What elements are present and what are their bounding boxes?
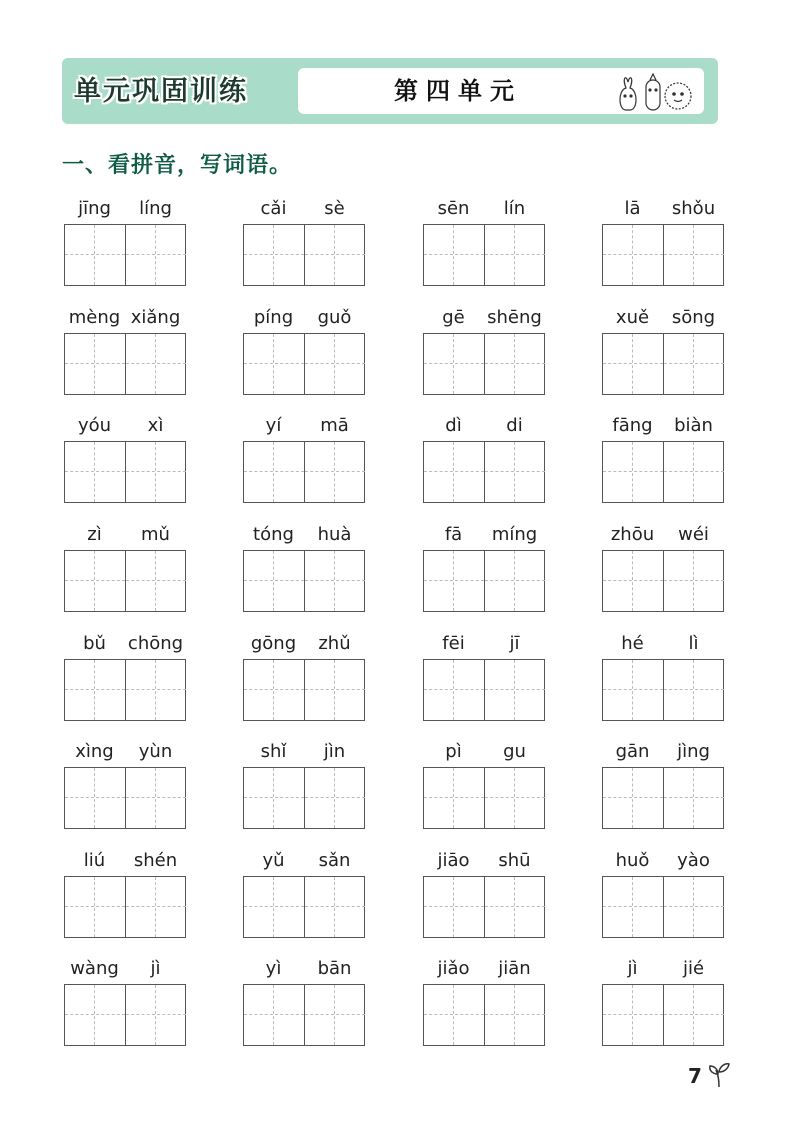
character-box[interactable] [244,334,304,394]
character-box[interactable] [125,877,186,937]
pinyin-syllable: jìng [677,741,710,762]
character-box[interactable] [663,768,724,828]
character-box[interactable] [484,877,545,937]
pinyin-syllable: sōng [671,307,716,328]
character-box[interactable] [603,225,663,285]
character-box[interactable] [663,442,724,502]
pinyin-syllable: jiān [498,958,531,979]
character-box[interactable] [125,551,186,611]
writing-grid [423,659,545,721]
word-cell [423,198,545,298]
character-box[interactable] [304,551,365,611]
word-cell [243,307,365,407]
writing-grid [64,441,186,503]
writing-grid [64,767,186,829]
character-box[interactable] [65,768,125,828]
writing-grid [602,224,724,286]
pinyin-syllable: jì [627,958,638,979]
character-box[interactable] [304,442,365,502]
character-box[interactable] [663,551,724,611]
pinyin-syllable: xiǎng [130,307,181,328]
character-box[interactable] [424,877,484,937]
pinyin-syllable: mā [320,415,349,436]
character-box[interactable] [244,225,304,285]
pinyin-syllable: di [506,415,523,436]
character-box[interactable] [304,334,365,394]
character-box[interactable] [65,442,125,502]
pinyin-syllable: gē [442,307,465,328]
character-box[interactable] [424,551,484,611]
word-cell [602,415,724,515]
character-box[interactable] [603,768,663,828]
pinyin-syllable: píng [253,307,294,328]
pinyin-syllable: biàn [674,415,713,436]
pinyin-syllable: líng [139,198,172,219]
pinyin-syllable: jì [150,958,161,979]
writing-grid [602,333,724,395]
character-box[interactable] [484,442,545,502]
character-box[interactable] [484,334,545,394]
writing-grid [423,984,545,1046]
character-box[interactable] [663,985,724,1045]
writing-grid [423,224,545,286]
character-box[interactable] [424,225,484,285]
pinyin-syllable: huà [317,524,352,545]
writing-grid [602,876,724,938]
character-box[interactable] [603,551,663,611]
pinyin-syllable: fāng [612,415,653,436]
character-box[interactable] [484,225,545,285]
character-box[interactable] [244,985,304,1045]
word-cell [423,958,545,1058]
character-box[interactable] [65,551,125,611]
character-box[interactable] [125,660,186,720]
word-cell [243,198,365,298]
writing-grid [423,441,545,503]
character-box[interactable] [424,334,484,394]
character-box[interactable] [244,877,304,937]
writing-grid [602,659,724,721]
character-box[interactable] [244,442,304,502]
character-box[interactable] [484,660,545,720]
writing-grid [602,441,724,503]
pinyin-syllable: tóng [253,524,294,545]
word-cell [64,958,186,1058]
pinyin-syllable: shǒu [671,198,716,219]
pinyin-syllable: cǎi [260,198,287,219]
pinyin-syllable: yùn [138,741,173,762]
pinyin-syllable: mǔ [141,524,170,545]
character-box[interactable] [424,768,484,828]
pinyin-syllable: wàng [70,958,119,979]
pinyin-syllable: wéi [678,524,709,545]
writing-grid [243,659,365,721]
word-cell [243,958,365,1058]
pinyin-syllable: bān [317,958,352,979]
pinyin-syllable: liú [83,850,106,871]
character-box[interactable] [603,442,663,502]
word-cell [423,415,545,515]
pinyin-syllable: pì [445,741,462,762]
pinyin-syllable: huǒ [615,850,650,871]
word-cell [602,850,724,950]
character-box[interactable] [65,877,125,937]
pinyin-syllable: zì [87,524,102,545]
writing-grid [602,767,724,829]
character-box[interactable] [125,442,186,502]
pinyin-syllable: lì [688,633,699,654]
writing-grid [423,333,545,395]
character-box[interactable] [304,660,365,720]
writing-grid [64,659,186,721]
section-title: 一、看拼音，写词语。 [62,153,293,178]
pinyin-syllable: sè [324,198,345,219]
pinyin-syllable: jī [509,633,520,654]
character-box[interactable] [663,877,724,937]
character-box[interactable] [304,877,365,937]
word-cell [64,524,186,624]
word-cell [64,415,186,515]
character-box[interactable] [65,985,125,1045]
sprout-icon [706,1060,732,1088]
writing-grid [64,876,186,938]
word-cell [243,850,365,950]
writing-grid [243,767,365,829]
word-cell [243,524,365,624]
pinyin-syllable: jiāo [437,850,470,871]
word-cell [602,198,724,298]
word-cell [602,307,724,407]
pinyin-syllable: hé [621,633,644,654]
word-cell [243,415,365,515]
pinyin-syllable: yào [677,850,710,871]
word-cell [243,633,365,733]
writing-grid [423,876,545,938]
writing-grid [64,224,186,286]
character-box[interactable] [663,334,724,394]
word-cell [602,958,724,1058]
character-box[interactable] [484,985,545,1045]
word-cell [243,741,365,841]
header-label: 单元巩固训练 [74,76,248,107]
character-box[interactable] [304,768,365,828]
writing-grid [243,441,365,503]
pinyin-syllable: yí [265,415,282,436]
word-cell [423,850,545,950]
character-box[interactable] [484,551,545,611]
pinyin-syllable: jiǎo [437,958,470,979]
character-box[interactable] [663,660,724,720]
character-box[interactable] [603,985,663,1045]
pinyin-syllable: dì [445,415,462,436]
word-cell [423,633,545,733]
pinyin-syllable: gōng [250,633,297,654]
word-cell [602,633,724,733]
character-box[interactable] [244,660,304,720]
word-cell [64,633,186,733]
character-box[interactable] [304,225,365,285]
writing-grid [243,876,365,938]
pinyin-syllable: jīng [78,198,111,219]
pinyin-syllable: fā [444,524,463,545]
pinyin-syllable: mèng [68,307,121,328]
pinyin-syllable: sēn [437,198,470,219]
character-box[interactable] [663,225,724,285]
character-box[interactable] [424,660,484,720]
pinyin-syllable: yì [265,958,282,979]
pinyin-syllable: sǎn [318,850,351,871]
pinyin-syllable: lā [624,198,641,219]
word-cell [64,850,186,950]
character-box[interactable] [125,225,186,285]
character-box[interactable] [65,225,125,285]
pinyin-syllable: jié [682,958,705,979]
pinyin-syllable: chōng [127,633,184,654]
pinyin-syllable: shēng [487,307,542,328]
writing-grid [243,550,365,612]
word-cell [64,198,186,298]
pinyin-syllable: shén [133,850,178,871]
character-box[interactable] [125,985,186,1045]
page-number: 7 [688,1064,702,1088]
writing-grid [243,224,365,286]
writing-grid [64,984,186,1046]
writing-grid [243,984,365,1046]
character-box[interactable] [125,334,186,394]
pinyin-syllable: míng [491,524,538,545]
page-title: 第四单元 [394,77,522,105]
word-cell [64,307,186,407]
pinyin-syllable: gu [503,741,526,762]
pinyin-syllable: jìn [323,741,346,762]
pinyin-syllable: yóu [77,415,112,436]
pinyin-syllable: xìng [75,741,114,762]
pinyin-syllable: lín [503,198,526,219]
word-cell [602,524,724,624]
pinyin-syllable: guǒ [317,307,352,328]
writing-grid [423,767,545,829]
character-box[interactable] [244,768,304,828]
pinyin-syllable: fēi [442,633,465,654]
character-box[interactable] [244,551,304,611]
character-box[interactable] [424,985,484,1045]
pinyin-syllable: gān [615,741,650,762]
writing-grid [64,333,186,395]
character-box[interactable] [484,768,545,828]
character-box[interactable] [424,442,484,502]
pinyin-syllable: xì [147,415,164,436]
pinyin-syllable: bǔ [83,633,106,654]
writing-grid [602,550,724,612]
word-cell [423,307,545,407]
writing-grid [243,333,365,395]
pinyin-syllable: zhǔ [318,633,351,654]
writing-grid [602,984,724,1046]
word-cell [423,741,545,841]
character-box[interactable] [65,660,125,720]
character-box[interactable] [65,334,125,394]
pinyin-syllable: zhōu [610,524,655,545]
writing-grid [64,550,186,612]
character-box[interactable] [603,877,663,937]
pinyin-syllable: shǐ [260,741,287,762]
character-box[interactable] [603,660,663,720]
word-cell [423,524,545,624]
pinyin-syllable: shū [498,850,531,871]
word-cell [602,741,724,841]
word-cell [64,741,186,841]
pinyin-syllable: xuě [615,307,650,328]
pinyin-syllable: yǔ [262,850,285,871]
character-box[interactable] [603,334,663,394]
writing-grid [423,550,545,612]
character-box[interactable] [304,985,365,1045]
character-box[interactable] [125,768,186,828]
